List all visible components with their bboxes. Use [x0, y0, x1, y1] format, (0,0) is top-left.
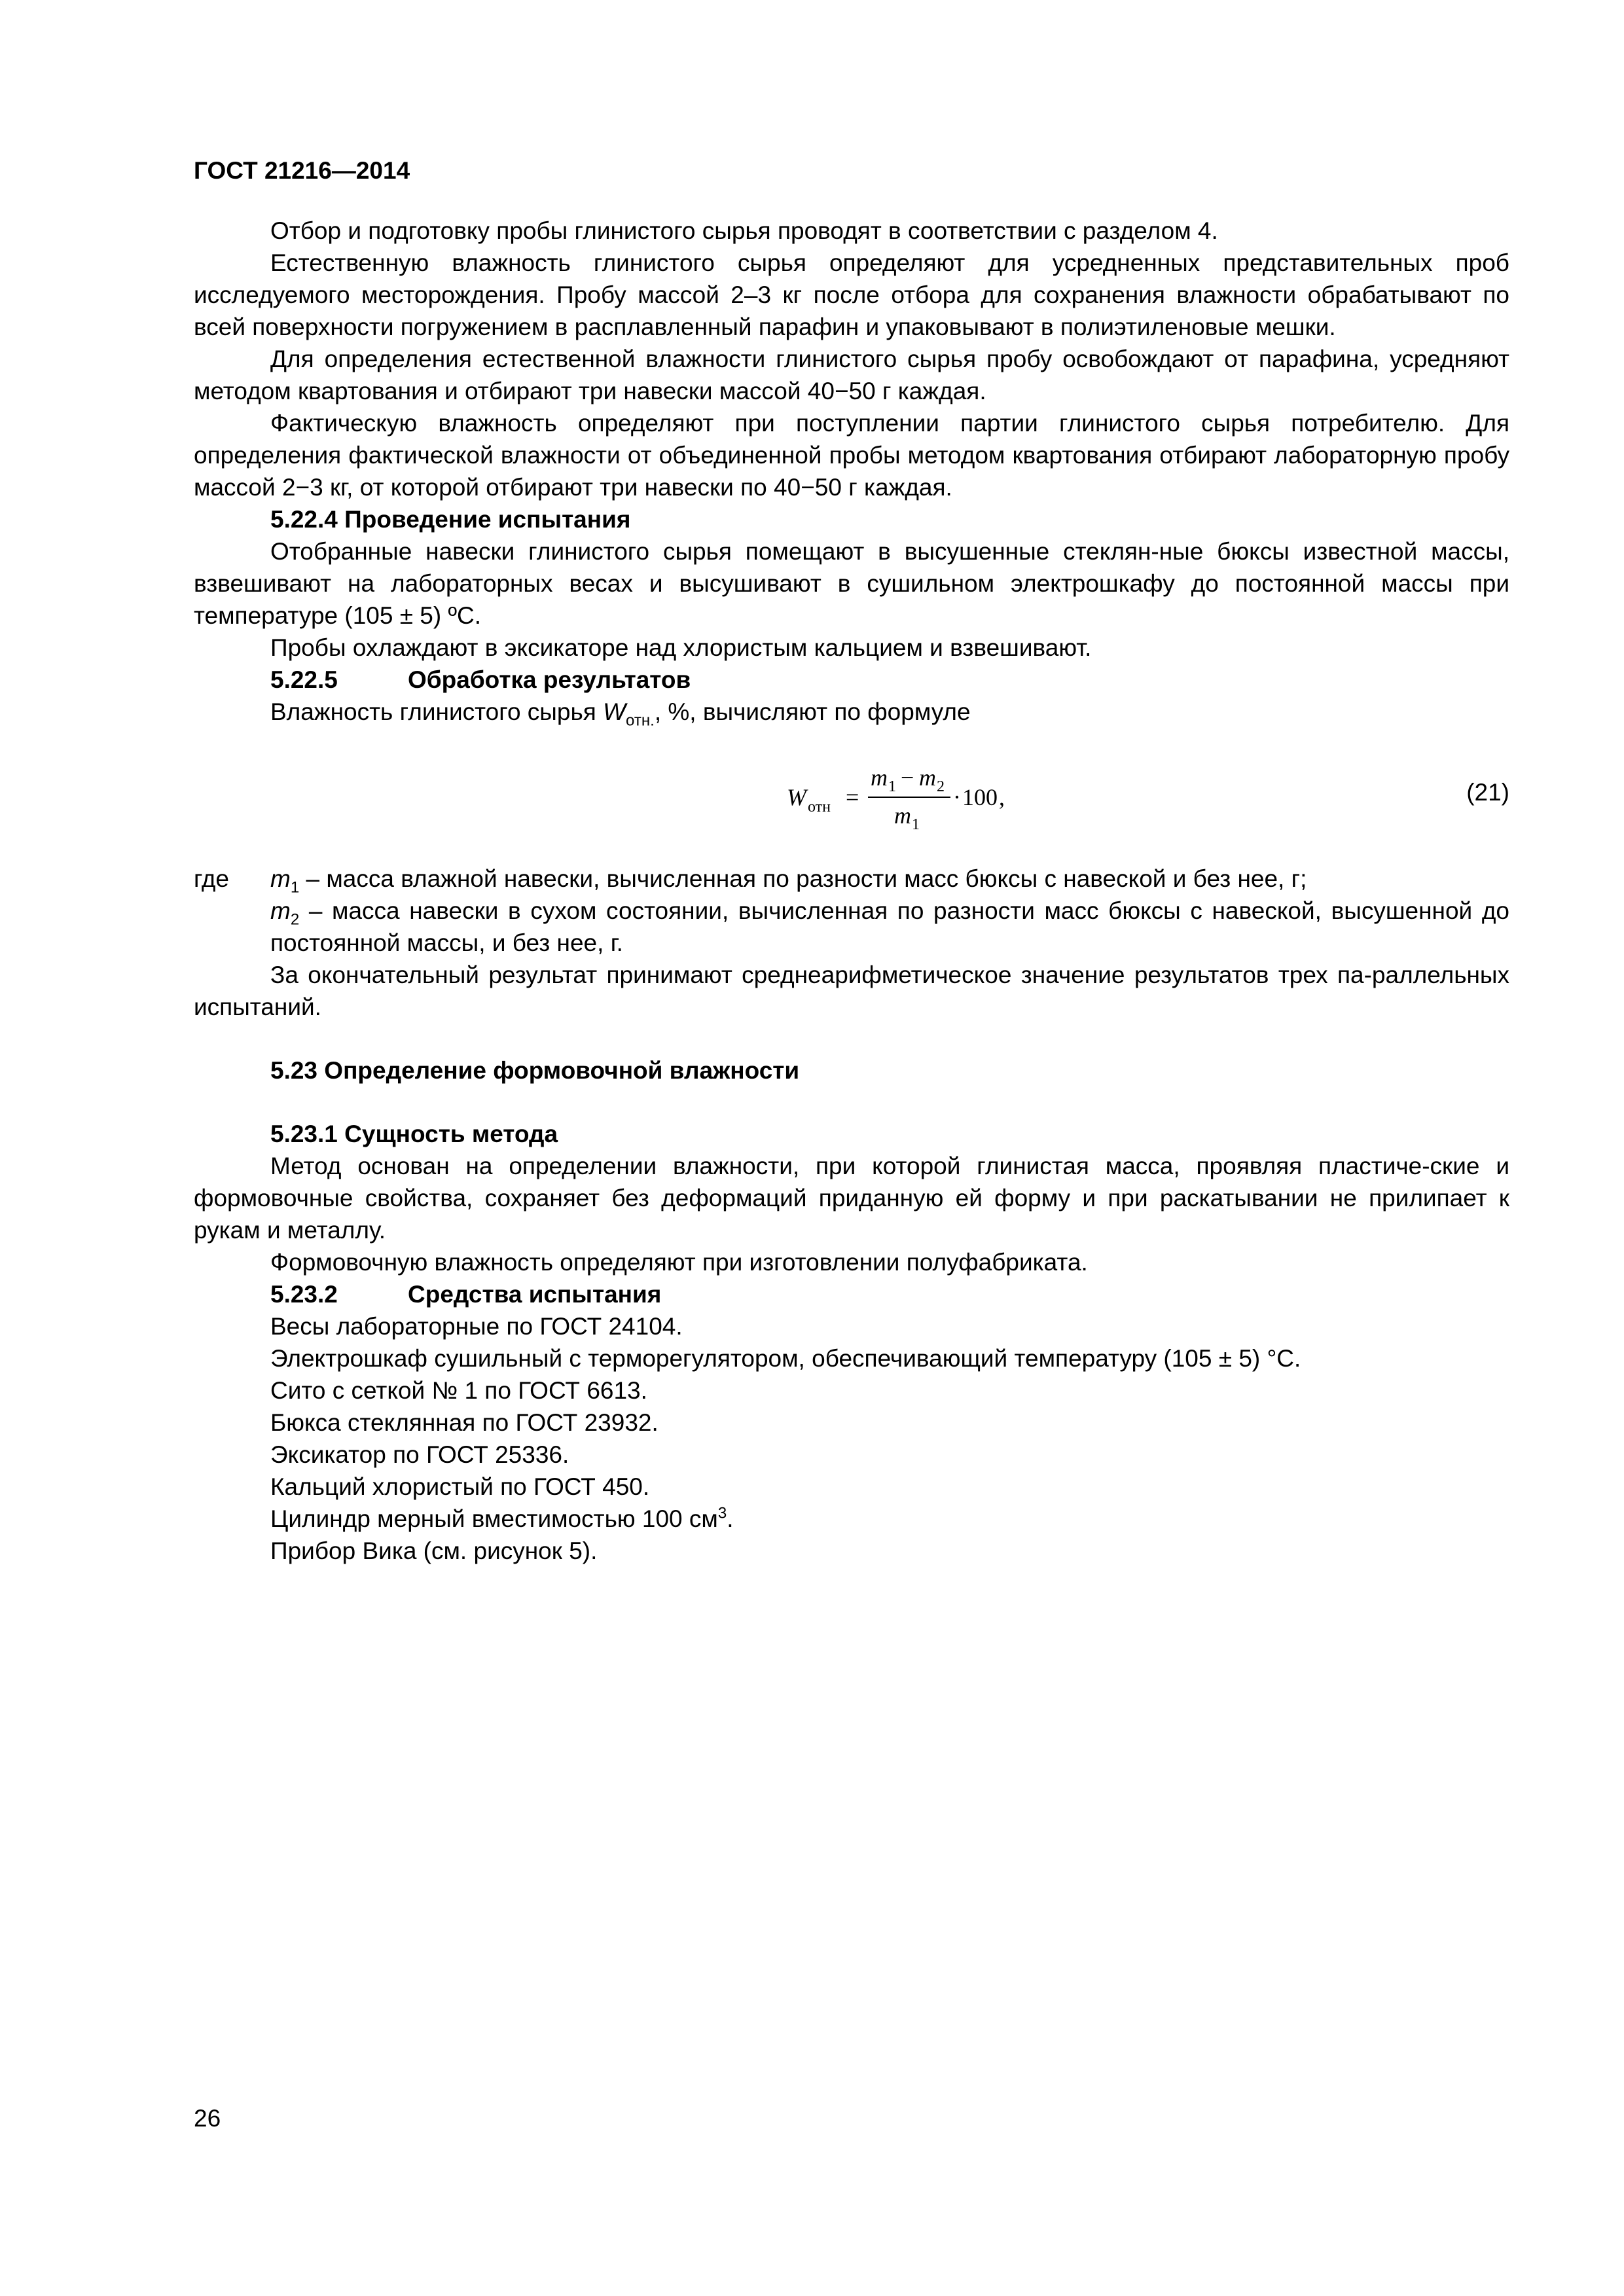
formula-graphic — [783, 758, 1005, 833]
paragraph-actual-moisture: Фактическую влажность определяют при поступлении партии глинистого сырья потребителю. Для определения фактической влажности от объединенной пробы методом квартования отбирают лабораторную пробу массой 2−3 кг, от которой отбирают три навески по 40−50 г каждая. — [194, 410, 1509, 501]
formula-dot: · — [953, 784, 961, 810]
formula-minus: − — [901, 764, 914, 791]
section-heading-5-23-1: 5.23.1 Сущность метода — [270, 1121, 558, 1147]
formula-comma: , — [999, 784, 1005, 810]
equipment-item: Кальций хлористый по ГОСТ 450. — [270, 1473, 650, 1500]
equipment-item-vicat: Прибор Вика (см. рисунок 5). — [270, 1537, 598, 1564]
paragraph-final-result: За окончательный результат принимают среднеарифметическое значение результатов трех па-раллельных испытаний. — [194, 961, 1509, 1020]
text-fragment: Цилиндр мерный вместимостью 100 см — [270, 1505, 718, 1532]
section-title: Обработка результатов — [408, 666, 691, 693]
formula-num-sub1: 1 — [888, 778, 896, 795]
section-number: 5.23.2 — [270, 1281, 338, 1308]
where-clause-m1 — [194, 863, 1509, 895]
document-header: ГОСТ 21216—2014 — [194, 157, 410, 184]
variable-subscript: отн. — [626, 711, 655, 730]
equipment-item: Эксикатор по ГОСТ 25336. — [270, 1441, 569, 1468]
section-title: Средства испытания — [408, 1281, 662, 1308]
formula-lhs-subscript: отн — [808, 798, 831, 816]
section-heading-5-23: 5.23 Определение формовочной влажности — [270, 1057, 800, 1084]
text-fragment: , %, вычисляют по формуле — [654, 698, 971, 725]
equipment-item: Бюкса стеклянная по ГОСТ 23932. — [270, 1409, 659, 1436]
variable-w: W — [603, 698, 626, 725]
section-heading-5-22-4: 5.22.4 Проведение испытания — [270, 506, 631, 533]
paragraph-formula-intro — [194, 696, 1509, 728]
formula-equals: = — [846, 784, 859, 810]
equipment-item: Электрошкаф сушильный с терморегулятором, обеспечивающий температуру (105 ± 5) °С. — [270, 1345, 1301, 1372]
equation-number: (21) — [1466, 779, 1509, 806]
text-fragment: . — [727, 1505, 734, 1532]
where-clause-m2 — [194, 895, 1509, 959]
formula-21 — [194, 758, 1509, 833]
paragraph-molding-moisture: Формовочную влажность определяют при изготовлении полуфабриката. — [270, 1249, 1088, 1276]
section-number: 5.22.5 — [270, 666, 338, 693]
where-label: где — [194, 865, 230, 892]
paragraph-natural-moisture: Естественную влажность глинистого сырья определяют для усредненных представительных проб исследуемого месторождения. Пробу массой 2–3 кг после отбора для сохранения влажности обрабатывают по всей поверхности погружением в расплавленный парафин и упаковывают в полиэтиленовые мешки. — [194, 249, 1509, 340]
formula-num-m1: m — [871, 764, 888, 791]
formula-num-m2: m — [919, 764, 936, 791]
page-number: 26 — [194, 2105, 221, 2132]
equipment-item: Сито с сеткой № 1 по ГОСТ 6613. — [270, 1377, 647, 1404]
variable-m1: m — [270, 865, 291, 892]
text-fragment: – масса навески в сухом состоянии, вычисленная по разности масс бюксы с навеской, высушенной до постоянной массы, и без нее, г. — [270, 897, 1509, 956]
where-m1-text — [270, 863, 1509, 895]
variable-subscript: 1 — [290, 878, 300, 897]
section-heading-5-22-5 — [194, 664, 1509, 696]
formula-num-sub2: 2 — [937, 778, 945, 795]
formula-lhs-var: W — [787, 784, 806, 810]
section-heading-5-23-2 — [194, 1278, 1509, 1310]
formula-den-sub1: 1 — [912, 816, 920, 833]
paragraph-test-procedure: Отобранные навески глинистого сырья помещают в высушенные стеклян-ные бюксы известной массы, взвешивают на лабораторных весах и высушивают в сушильном электрошкафу до постоянной массы при температуре (105 ± 5) ºС. — [194, 538, 1509, 629]
equipment-item: Весы лабораторные по ГОСТ 24104. — [270, 1313, 683, 1340]
paragraph-cooling: Пробы охлаждают в эксикаторе над хлористым кальцием и взвешивают. — [270, 634, 1092, 661]
superscript: 3 — [717, 1504, 727, 1522]
variable-subscript: 2 — [290, 910, 300, 929]
paragraph-method-essence: Метод основан на определении влажности, при которой глинистая масса, проявляя пластиче-ские и формовочные свойства, сохраняет без деформаций приданную ей форму и при раскатывании не прилипает к рукам и металлу. — [194, 1153, 1509, 1244]
text-fragment: Влажность глинистого сырья — [270, 698, 604, 725]
formula-factor: 100 — [962, 784, 998, 810]
paragraph-sampling: Отбор и подготовку пробы глинистого сырья проводят в соответствии с разделом 4. — [270, 217, 1218, 244]
equipment-item-cylinder — [194, 1503, 1509, 1535]
document-body — [194, 215, 1509, 1567]
paragraph-natural-moisture-determination: Для определения естественной влажности глинистого сырья пробу освобождают от парафина, усредняют методом квартования и отбирают три навески массой 40−50 г каждая. — [194, 346, 1509, 404]
variable-m2: m — [270, 897, 291, 924]
formula-den-m1: m — [894, 802, 911, 829]
text-fragment: – масса влажной навески, вычисленная по разности масс бюксы с навеской и без нее, г; — [299, 865, 1307, 892]
